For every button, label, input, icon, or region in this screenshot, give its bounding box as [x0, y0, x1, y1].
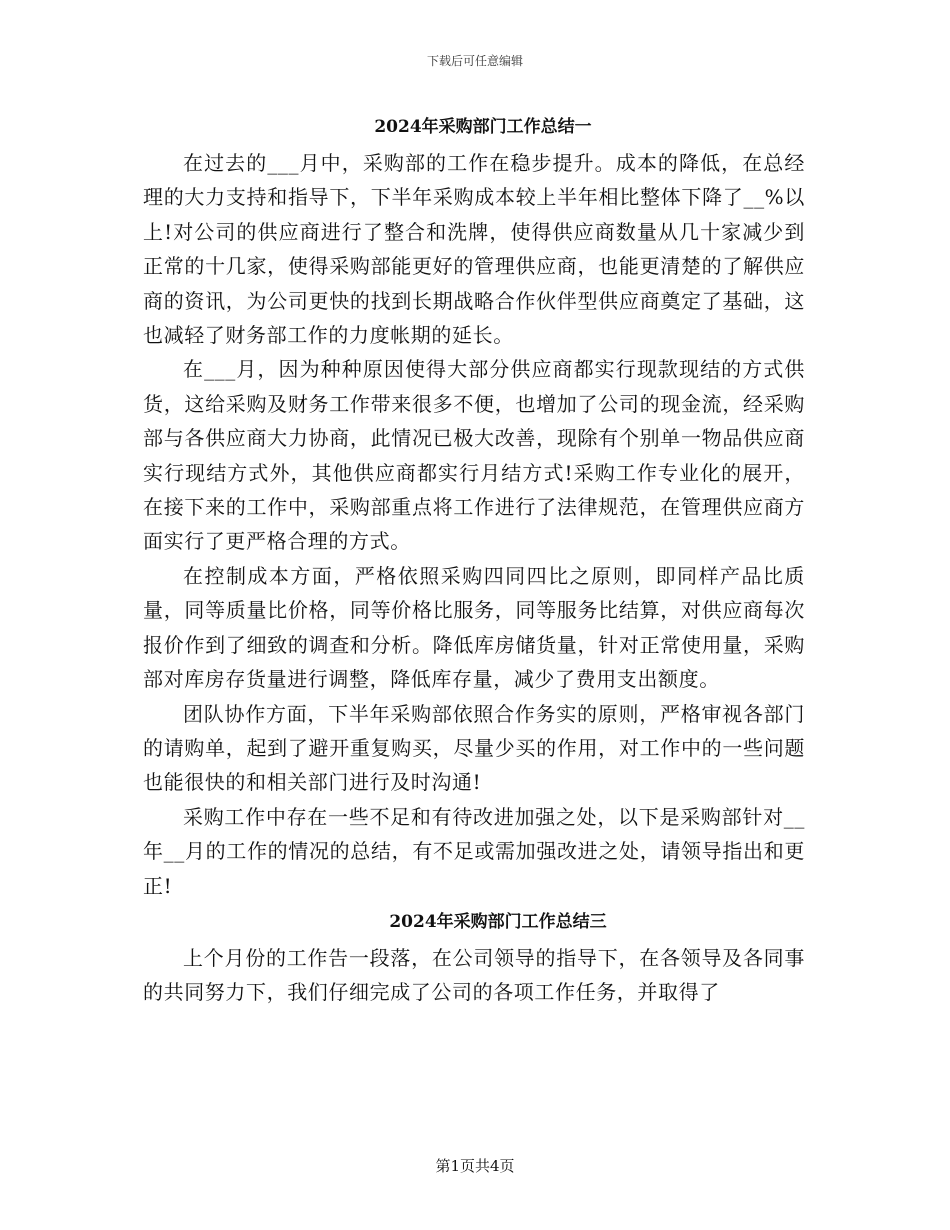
page-number: 第1页共4页 — [435, 1157, 515, 1175]
paragraph: 在过去的___月中，采购部的工作在稳步提升。成本的降低，在总经理的大力支持和指导下，下半年采购成本较上半年相比整体下降了__%以上!对公司的供应商进行了整合和洗牌，使得供应商数量从几十家减少到正常的十几家，使得采购部能更好的管理供应商，也能更清楚的了解供应商的资讯，为公司更快的找到长期战略合作伙伴型供应商奠定了基础，这也减轻了财务部工作的力度帐期的延长。 — [143, 151, 805, 348]
paragraph: 在控制成本方面，严格依照采购四同四比之原则，即同样产品比质量，同等质量比价格，同等价格比服务，同等服务比结算，对供应商每次报价作到了细致的调查和分析。降低库房储货量，针对正常使用量，采购部对库房存货量进行调整，降低库存量，减少了费用支出额度。 — [143, 563, 805, 692]
paragraph: 上个月份的工作告一段落，在公司领导的指导下，在各领导及各同事的共同努力下，我们仔细完成了公司的各项工作任务，并取得了 — [143, 945, 805, 1005]
paragraph: 采购工作中存在一些不足和有待改进加强之处，以下是采购部针对__年__月的工作的情况的总结，有不足或需加强改进之处，请领导指出和更正! — [143, 804, 805, 898]
paragraph: 团队协作方面，下半年采购部依照合作务实的原则，严格审视各部门的请购单，起到了避开重复购买，尽量少买的作用，对工作中的一些问题也能很快的和相关部门进行及时沟通! — [143, 701, 805, 795]
section-title-2: 2024年采购部门工作总结三 — [389, 911, 607, 932]
paragraph: 在___月，因为种种原因使得大部分供应商都实行现款现结的方式供货，这给采购及财务工作带来很多不便，也增加了公司的现金流，经采购部与各供应商大力协商，此情况已极大改善，现除有个别单一物品供应商实行现结方式外，其他供应商都实行月结方式!采购工作专业化的展开，在接下来的工作中，采购部重点将工作进行了法律规范，在管理供应商方面实行了更严格合理的方式。 — [143, 357, 805, 554]
document-body — [143, 108, 805, 1010]
page-header-note: 下载后可任意编辑 — [426, 54, 523, 68]
section-title-1: 2024年采购部门工作总结一 — [374, 117, 592, 137]
